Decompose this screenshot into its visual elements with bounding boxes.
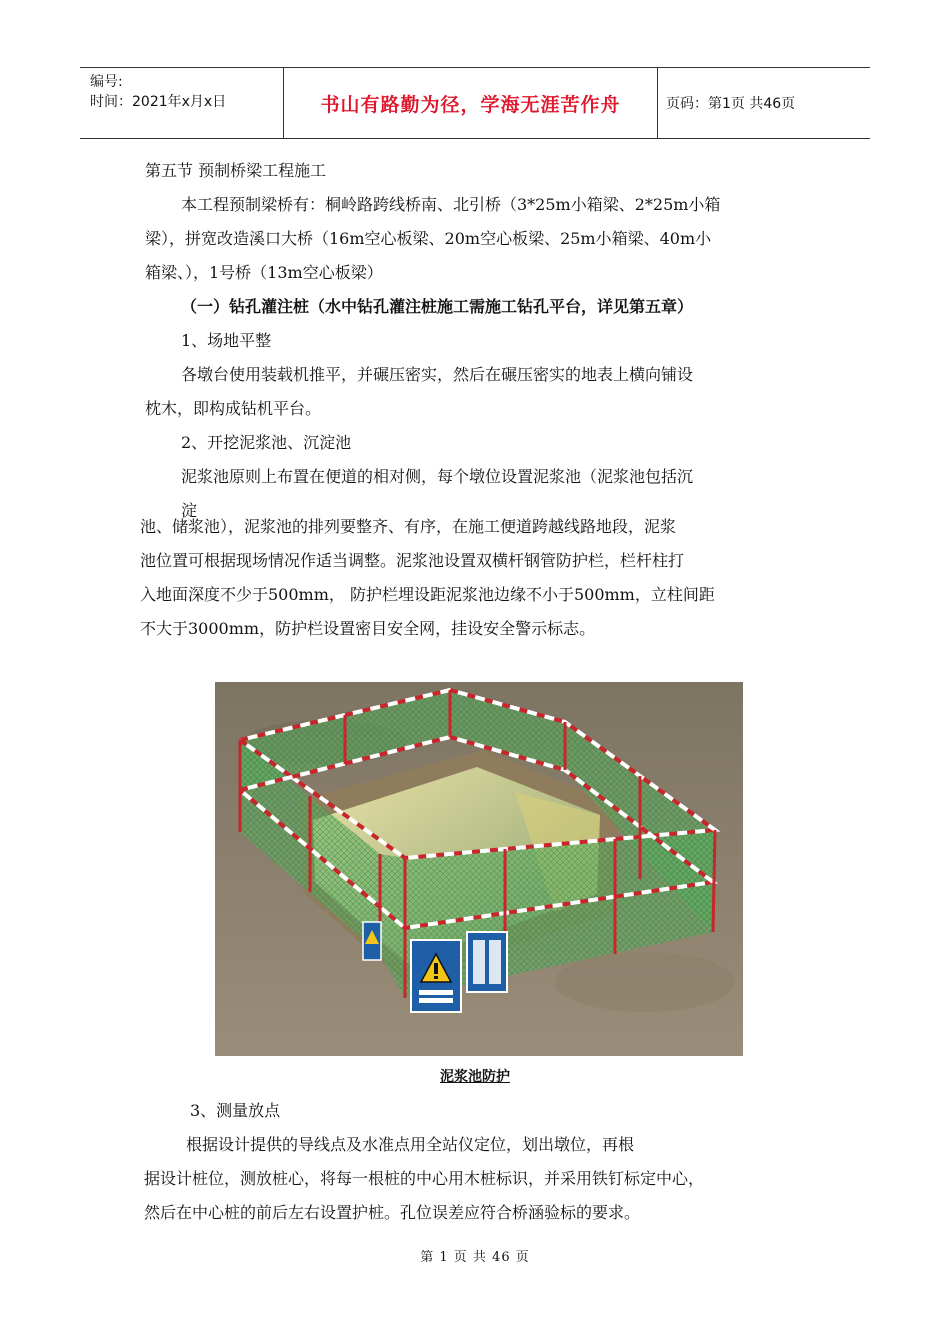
- step3-line-1: 根据设计提供的导线点及水准点用全站仪定位，划出墩位，再根: [186, 1135, 635, 1154]
- side-sign-icon: [363, 922, 381, 960]
- intro-line-3: 箱梁、），1号桥（13m空心板梁）: [145, 263, 383, 282]
- section-title: 第五节 预制桥梁工程施工: [145, 161, 327, 180]
- step1-line-1: 各墩台使用装载机推平，并碾压密实，然后在碾压密实的地表上横向铺设: [181, 365, 694, 384]
- header-meta: [80, 68, 283, 138]
- step3-line-3: 然后在中心桩的前后左右设置护桩。孔位误差应符合桥涵验标的要求。: [144, 1203, 641, 1222]
- step2-line-3: 池、储浆池），泥浆池的排列要整齐、有序，在施工便道跨越线路地段，泥浆: [140, 517, 677, 536]
- step2-title: 2、开挖泥浆池、沉淀池: [181, 433, 352, 452]
- mud-pit-illustration: [215, 682, 743, 1056]
- page-footer: 第 1 页 共 46 页: [420, 1250, 530, 1265]
- figure-caption: 泥浆池防护: [440, 1069, 510, 1085]
- step2-line-1: 泥浆池原则上布置在便道的相对侧，每个墩位设置泥浆池（泥浆池包括沉: [181, 467, 694, 486]
- subsection-title: （一）钻孔灌注桩（水中钻孔灌注桩施工需施工钻孔平台，详见第五章）: [181, 297, 694, 316]
- body-text-mid: [140, 510, 820, 646]
- document-number-label: 编号:: [90, 74, 123, 90]
- step2-line-6: 不大于3000mm，防护栏设置密目安全网，挂设安全警示标志。: [140, 619, 596, 638]
- header-motto: 书山有路勤为径，学海无涯苦作舟: [283, 68, 658, 138]
- step1-line-2: 枕木，即构成钻机平台。: [145, 399, 322, 418]
- header-page-number: 页码：第1页 共46页: [666, 96, 796, 112]
- intro-line-1: 本工程预制梁桥有：桐岭路跨线桥南、北引桥（3*25m小箱梁、2*25m小箱: [181, 195, 721, 214]
- step2-line-5: 入地面深度不少于500mm， 防护栏埋设距泥浆池边缘不小于500mm，立柱间距: [140, 585, 715, 604]
- warning-sign-icon: [411, 940, 461, 1012]
- body-text-bottom: [140, 1094, 830, 1230]
- body-text-top: [145, 154, 815, 528]
- intro-line-2: 梁），拼宽改造溪口大桥（16m空心板梁、20m空心板梁、25m小箱梁、40m小: [145, 229, 712, 248]
- step3-title: 3、测量放点: [190, 1101, 281, 1120]
- step3-line-2: 据设计桩位，测放桩心，将每一根桩的中心用木桩标识，并采用铁钉标定中心，: [144, 1169, 705, 1188]
- document-date: 时间：2021年x月x日: [90, 94, 227, 110]
- step1-title: 1、场地平整: [181, 331, 272, 350]
- step2-line-4: 池位置可根据现场情况作适当调整。泥浆池设置双横杆钢管防护栏，栏杆柱打: [140, 551, 685, 570]
- step2-line-2: 淀: [181, 501, 198, 520]
- notice-sign-icon: [467, 932, 507, 992]
- page-header: [80, 67, 870, 139]
